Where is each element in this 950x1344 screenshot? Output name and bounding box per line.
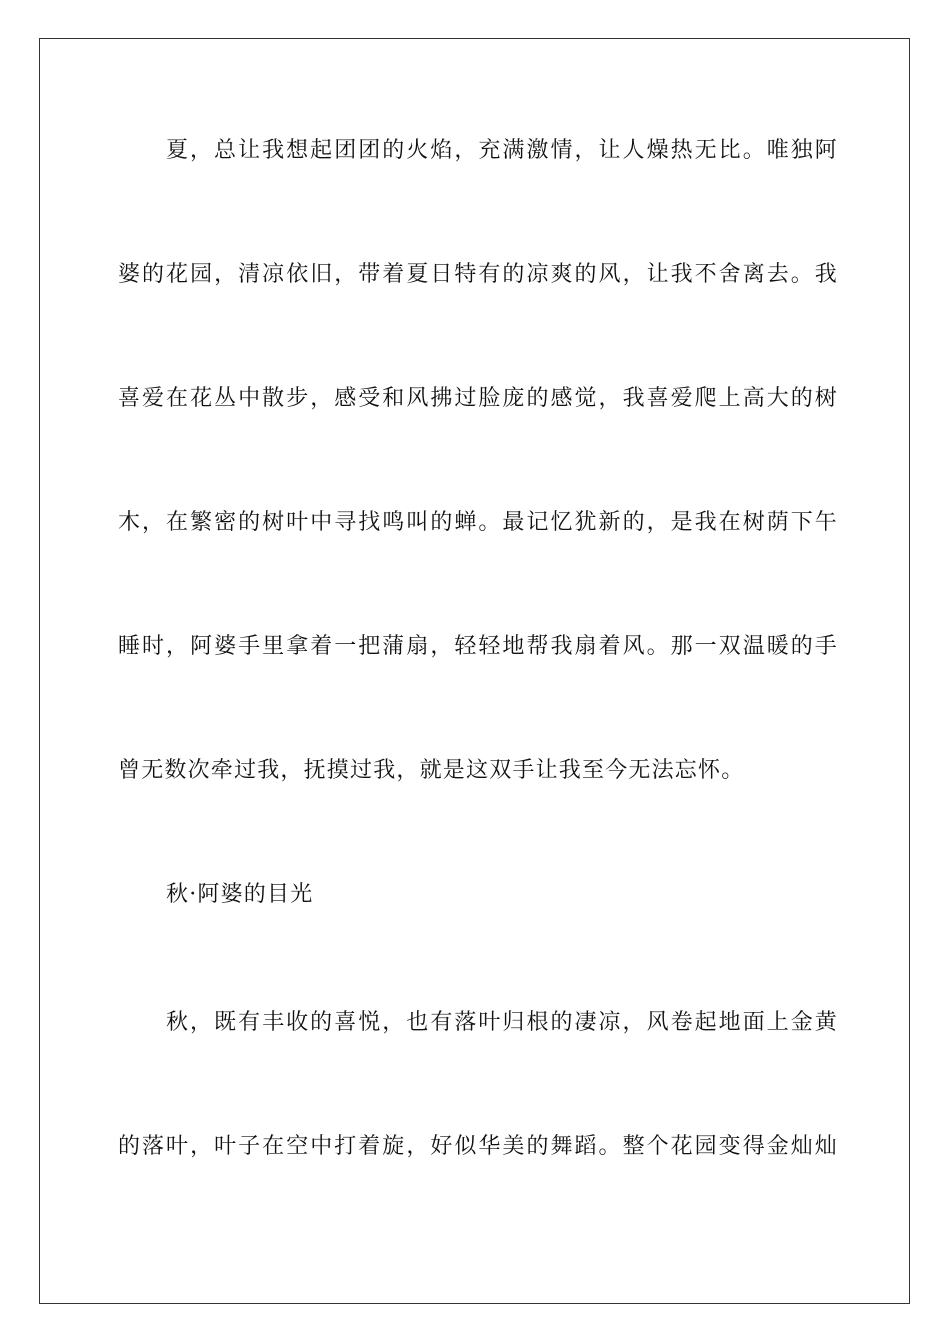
text-line: 的落叶，叶子在空中打着旋，好似华美的舞蹈。整个花园变得金灿灿 [118, 1134, 838, 1159]
text-line: 婆的花园，清凉依旧，带着夏日特有的凉爽的风，让我不舍离去。我 [118, 262, 838, 287]
section-heading: 秋·阿婆的目光 [166, 882, 314, 907]
text-line: 喜爱在花丛中散步，感受和风拂过脸庞的感觉，我喜爱爬上高大的树 [118, 386, 838, 411]
text-line: 曾无数次牵过我，抚摸过我，就是这双手让我至今无法忘怀。 [118, 758, 745, 783]
text-line: 秋，既有丰收的喜悦，也有落叶归根的凄凉，风卷起地面上金黄 [166, 1010, 838, 1035]
page-border [39, 38, 910, 1304]
text-line: 木，在繁密的树叶中寻找鸣叫的蝉。最记忆犹新的，是我在树荫下午 [118, 510, 838, 535]
text-line: 夏，总让我想起团团的火焰，充满激情，让人燥热无比。唯独阿 [166, 138, 838, 163]
text-line: 睡时，阿婆手里拿着一把蒲扇，轻轻地帮我扇着风。那一双温暖的手 [118, 634, 838, 659]
